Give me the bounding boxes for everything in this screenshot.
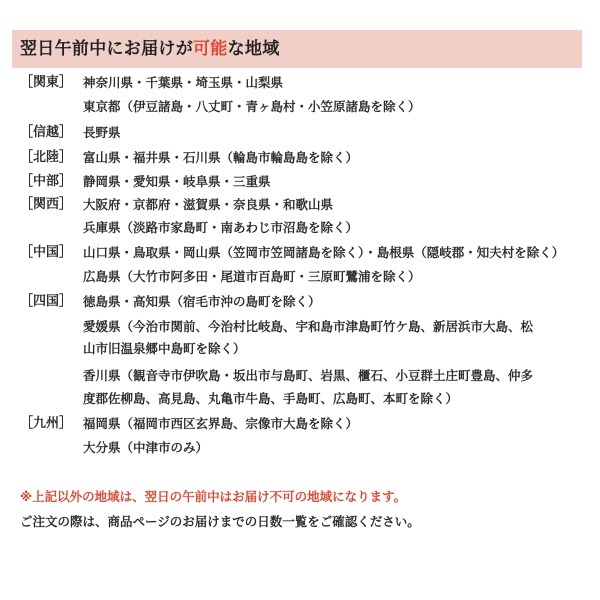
area-line: 山口県・鳥取県・岡山県（笠岡市笠岡諸島を除く）・島根県（隠岐郡・知夫村を除く） [83,245,565,260]
region-label-kanto: ［関東］ [20,75,73,90]
area-line: 長野県 [83,125,121,140]
area-line: 富山県・福井県・石川県（輪島市輪島島を除く） [83,150,359,165]
area-line: 大阪府・京都府・滋賀県・奈良県・和歌山県 [83,197,334,212]
area-line: 度郡佐柳島、高見島、丸亀市牛島、手島町、広島町、本町を除く） [83,391,459,406]
region-label-chubu: ［中部］ [20,174,73,189]
area-line: 香川県（観音寺市伊吹島・坂出市与島町、岩黒、櫃石、小豆群土庄町豊島、仲多 [83,368,534,383]
title-text-accent: 可能 [193,39,228,59]
info-note: ご注文の際は、商品ページのお届けまでの日数一覧をご確認ください。 [20,514,420,529]
region-label-chugoku: ［中国］ [20,245,73,260]
area-line: 大分県（中津市のみ） [83,440,209,455]
region-label-shinetsu: ［信越］ [20,125,73,140]
area-line: 愛媛県（今治市関前、今治村比岐島、宇和島市津島町竹ケ島、新居浜市大島、松 [83,319,534,334]
warning-note: ※上記以外の地域は、翌日の午前中はお届け不可の地域になります。 [20,489,407,504]
title-text-before: 翌日午前中にお届けが [20,39,193,59]
area-line: 山市旧温泉郷中島町を除く） [83,341,246,356]
area-line: 神奈川県・千葉県・埼玉県・山梨県 [83,75,284,90]
region-label-kyushu: ［九州］ [20,416,73,431]
area-line: 福岡県（福岡市西区玄界島、宗像市大島を除く） [83,416,359,431]
area-line: 静岡県・愛知県・岐阜県・三重県 [83,174,271,189]
area-line: 兵庫県（淡路市家島町・南あわじ市沼島を除く） [83,220,359,235]
region-label-shikoku: ［四国］ [20,294,73,309]
area-line: 東京都（伊豆諸島・八丈町・青ヶ島村・小笠原諸島を除く） [83,99,421,114]
area-line: 広島県（大竹市阿多田・尾道市百島町・三原町鷺浦を除く） [83,269,421,284]
area-line: 徳島県・高知県（宿毛市沖の島町を除く） [83,294,321,309]
region-label-hokuriku: ［北陸］ [20,150,73,165]
title-text-after: な地域 [227,39,280,59]
region-label-kansai: ［関西］ [20,197,73,212]
